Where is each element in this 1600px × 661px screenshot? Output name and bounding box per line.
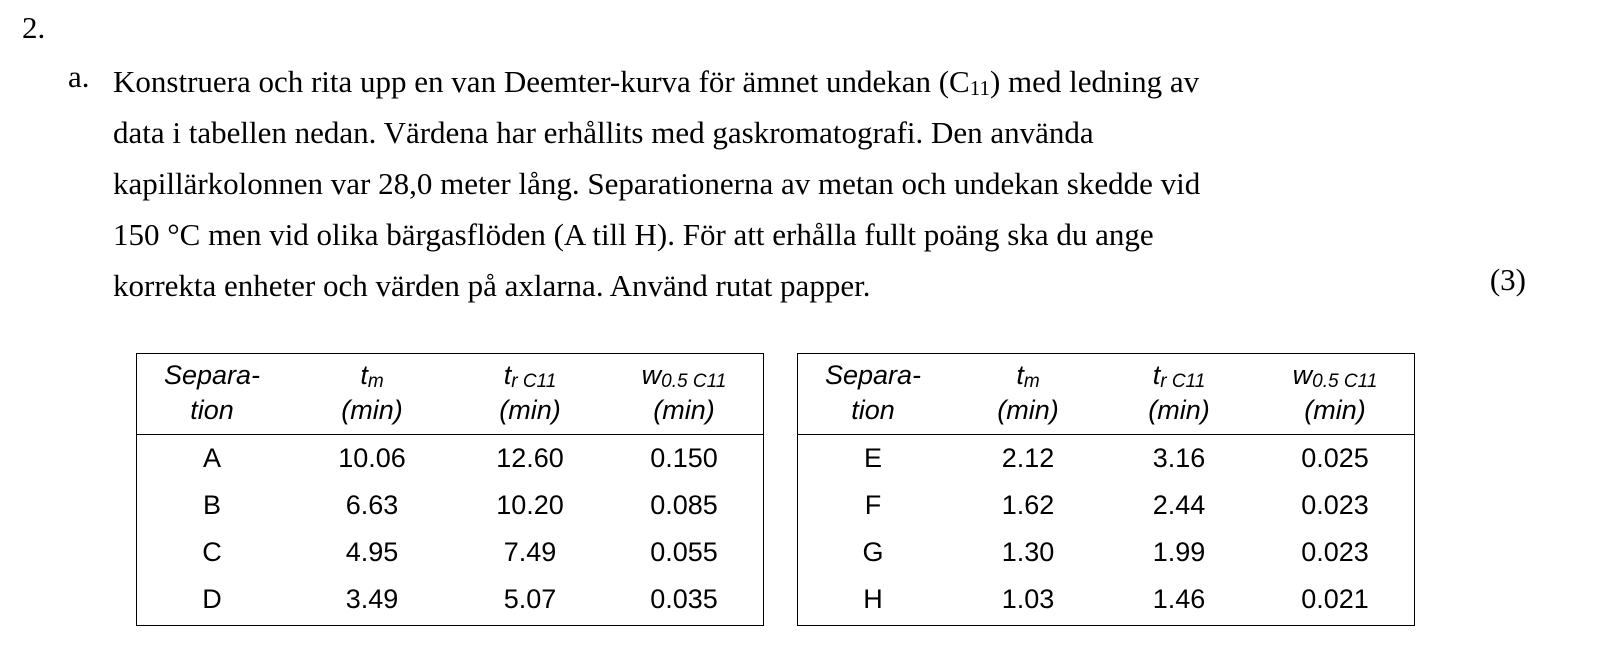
cell-tr: 1.46: [1152, 584, 1206, 614]
cell-separation: A: [202, 443, 221, 473]
cell-tr: 5.07: [503, 584, 557, 614]
table-row: [137, 529, 763, 576]
question-line: 150 °C men vid olika bärgasflöden (A till H). För att erhålla fullt poäng ska du ange: [113, 217, 1154, 252]
table-row: [137, 482, 763, 529]
cell-separation: H: [863, 584, 883, 614]
question-line: kapillärkolonnen var 28,0 meter lång. Separationerna av metan och undekan skedde vid: [113, 166, 1201, 201]
cell-tr: 10.20: [496, 490, 564, 520]
header-tr: $t_{r C11}$ (min): [499, 360, 561, 425]
cell-w: 0.023: [1301, 490, 1369, 520]
table-header: [137, 354, 763, 435]
data-table-left: [136, 353, 764, 626]
data-table-right: [797, 353, 1415, 626]
cell-separation: E: [863, 443, 882, 473]
cell-w: 0.085: [650, 490, 718, 520]
header-tr: $t_{r C11}$ (min): [1148, 360, 1210, 425]
cell-tm: 6.63: [345, 490, 399, 520]
cell-tm: 1.62: [1001, 490, 1055, 520]
cell-tr: 7.49: [503, 537, 557, 567]
header-w: $w_{0.5 C11}$ (min): [641, 360, 727, 425]
cell-w: 0.021: [1301, 584, 1369, 614]
cell-tm: 4.95: [345, 537, 399, 567]
cell-separation: B: [202, 490, 221, 520]
table-row: [798, 529, 1414, 576]
table-row: [798, 482, 1414, 529]
cell-separation: F: [864, 490, 882, 520]
table-row: [137, 435, 763, 482]
question-line: korrekta enheter och värden på axlarna. Använd rutat papper.: [113, 268, 871, 303]
cell-tr: 12.60: [496, 443, 564, 473]
table-row: [137, 576, 763, 623]
question-number: 2.: [22, 10, 46, 45]
table-row: [798, 435, 1414, 482]
cell-w: 0.055: [650, 537, 718, 567]
header-separation: Separa- tion: [163, 360, 261, 425]
cell-tm: 2.12: [1001, 443, 1055, 473]
header-tm: $t_m$ (min): [341, 360, 403, 425]
cell-w: 0.150: [650, 443, 718, 473]
table-header: [798, 354, 1414, 435]
cell-tm: 1.30: [1001, 537, 1055, 567]
cell-tr: 1.99: [1152, 537, 1206, 567]
cell-w: 0.035: [650, 584, 718, 614]
cell-tr: 2.44: [1152, 490, 1206, 520]
cell-w: 0.025: [1301, 443, 1369, 473]
question-text: [113, 56, 1553, 311]
question-line: data i tabellen nedan. Värdena har erhållits med gaskromatografi. Den använda: [113, 115, 1094, 150]
cell-w: 0.023: [1301, 537, 1369, 567]
table-row: [798, 576, 1414, 623]
cell-tr: 3.16: [1152, 443, 1206, 473]
cell-tm: 3.49: [345, 584, 399, 614]
points-label: (3): [1489, 262, 1526, 297]
header-tm: $t_m$ (min): [997, 360, 1059, 425]
cell-separation: C: [202, 537, 222, 567]
item-label: a.: [68, 59, 90, 94]
header-w: $w_{0.5 C11}$ (min): [1292, 360, 1378, 425]
cell-separation: D: [202, 584, 222, 614]
cell-tm: 10.06: [338, 443, 406, 473]
cell-tm: 1.03: [1001, 584, 1055, 614]
cell-separation: G: [862, 537, 884, 567]
question-line: Konstruera och rita upp en van Deemter-kurva för ämnet undekan $(C_{11})$ med ledning av: [113, 64, 1200, 100]
header-separation: Separa- tion: [824, 360, 922, 425]
